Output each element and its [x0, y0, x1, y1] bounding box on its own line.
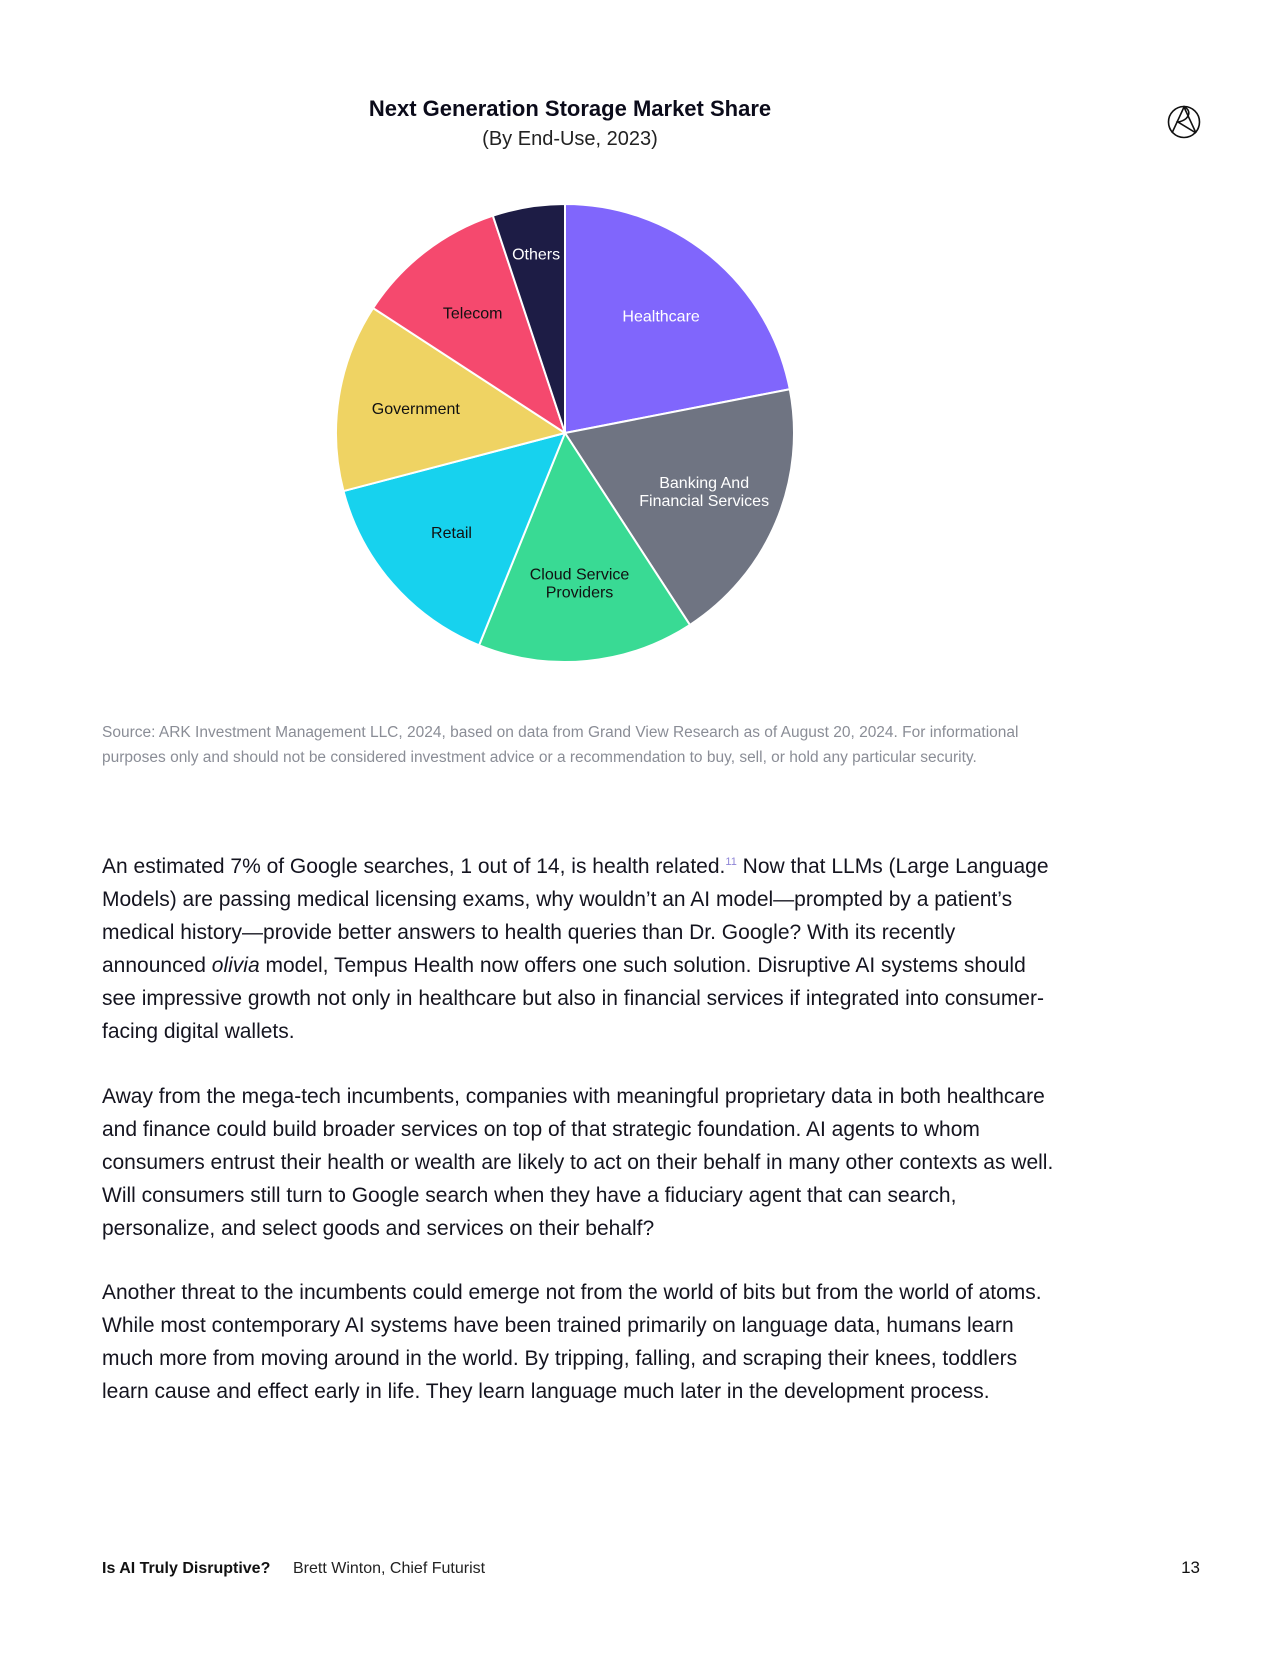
- ark-logo-icon: [1164, 102, 1204, 142]
- paragraph-text: Away from the mega-tech incumbents, companies with meaningful proprietary data in both healthcare and finance could build broader services on top of that strategic foundation. AI agents to whom consumers entrust their health or wealth are likely to act on their behalf in many other contexts as well. Will consumers still turn to Google search when they have a fiduciary agent that can search, personalize, and select goods and services on their behalf?: [102, 1085, 1054, 1240]
- paragraph-incumbents: [102, 1080, 1062, 1245]
- paragraph-world-of-atoms: [102, 1276, 1062, 1408]
- footnote-link[interactable]: 11: [725, 856, 737, 868]
- paragraph-text: Another threat to the incumbents could emerge not from the world of bits but from the world of atoms. While most contemporary AI systems have been trained primarily on language data, humans learn much more from moving around in the world. By tripping, falling, and scraping their knees, toddlers learn cause and effect early in life. They learn language much later in the development process.: [102, 1281, 1042, 1403]
- footer-author: Brett Winton, Chief Futurist: [293, 1560, 486, 1577]
- paragraph-text: model, Tempus Health now offers one such solution. Disruptive AI systems should see impressive growth not only in healthcare but also in financial services if integrated into consumer-facing digital wallets.: [102, 954, 1044, 1043]
- page-number: 13: [1181, 1558, 1200, 1577]
- slice-label: Retail: [431, 524, 472, 542]
- paragraph-text: Now that LLMs (Large Language Models) are passing medical licensing exams, why wouldn’t an AI model—prompted by a patient’s medical history—provide better answers to health queries than Dr. Google? With its recently announced: [102, 855, 1049, 977]
- slice-label: Banking And Financial Services: [639, 474, 770, 510]
- chart-subtitle: (By End-Use, 2023): [482, 128, 658, 150]
- slice-label: Healthcare: [622, 308, 700, 326]
- slice-label: Cloud Service Providers: [529, 566, 630, 602]
- slice-label: Government: [371, 400, 460, 418]
- slice-label: Telecom: [442, 305, 503, 323]
- paragraph-health-search: [102, 850, 1062, 1048]
- slice-label: Others: [512, 246, 561, 264]
- chart-title: Next Generation Storage Market Share: [368, 96, 772, 121]
- footer-report-title: Is AI Truly Disruptive?: [102, 1560, 271, 1577]
- olivia-emphasis: olivia: [211, 954, 260, 977]
- paragraph-text: An estimated 7% of Google searches, 1 out of 14, is health related.: [102, 855, 726, 878]
- source-note: Source: ARK Investment Management LLC, 2024, based on data from Grand View Research as of August 20, 2024. For informational purposes only and should not be considered investment advice or a recommendation to buy, sell, or hold any particular security.: [102, 724, 1019, 766]
- pie-chart: [300, 180, 840, 700]
